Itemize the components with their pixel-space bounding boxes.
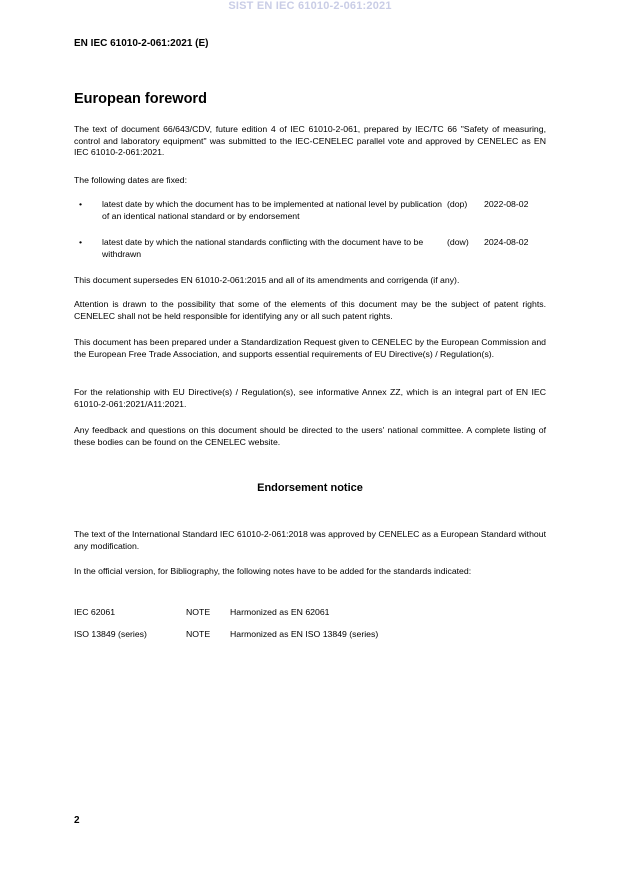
note-keyword-1: NOTE bbox=[186, 607, 211, 617]
date-value-dop: 2022-08-02 bbox=[484, 199, 529, 209]
foreword-intro: The text of document 66/643/CDV, future edition 4 of IEC 61010-2-061, prepared by IEC/TC 66 "Safety of measuring, control and laboratory equipment" was submitted to the IEC-CENELEC parallel vote and approved by CENELEC as EN IEC 61010-2-061:2021. bbox=[74, 124, 546, 158]
bullet-dop: • bbox=[79, 199, 83, 209]
foreword-title: European foreword bbox=[74, 91, 207, 107]
supersedes-paragraph: This document supersedes EN 61010-2-061:2015 and all of its amendments and corrigenda (if any). bbox=[74, 275, 460, 285]
note-text-1: Harmonized as EN 62061 bbox=[230, 607, 330, 617]
dates-intro: The following dates are fixed: bbox=[74, 175, 188, 185]
note-keyword-2: NOTE bbox=[186, 629, 211, 639]
date-code-dop: (dop) bbox=[447, 199, 468, 209]
relationship-paragraph: For the relationship with EU Directive(s) / Regulation(s), see informative Annex ZZ, which is an integral part of EN IEC 61010-2-061:2021/A11:2021. bbox=[74, 387, 546, 409]
date-text-dop: latest date by which the document has to be implemented at national level by publication of an identical national standard or by endorsement bbox=[102, 199, 442, 221]
request-paragraph: This document has been prepared under a Standardization Request given to CENELEC by the European Commission and the European Free Trade Association, and supports essential requirements of EU Directive(s) / Regulation(s). bbox=[74, 337, 546, 359]
endorsement-title: Endorsement notice bbox=[257, 482, 363, 494]
note-standard-2: ISO 13849 (series) bbox=[74, 629, 147, 639]
bullet-dow: • bbox=[79, 237, 83, 247]
document-header: EN IEC 61010-2-061:2021 (E) bbox=[74, 38, 209, 49]
date-text-dow: latest date by which the national standards conflicting with the document have to be withdrawn bbox=[102, 237, 424, 259]
date-value-dow: 2024-08-02 bbox=[484, 237, 529, 247]
note-standard-1: IEC 62061 bbox=[74, 607, 116, 617]
watermark: SIST EN IEC 61010-2-061:2021 bbox=[228, 0, 392, 12]
date-code-dow: (dow) bbox=[447, 237, 469, 247]
patent-paragraph: Attention is drawn to the possibility that some of the elements of this document may be the subject of patent rights. CENELEC shall not be held responsible for identifying any or all such patent rights. bbox=[74, 299, 546, 321]
page-number: 2 bbox=[74, 815, 80, 826]
feedback-paragraph: Any feedback and questions on this document should be directed to the users' national committee. A complete listing of these bodies can be found on the CENELEC website. bbox=[74, 425, 546, 447]
notes-intro: In the official version, for Bibliography, the following notes have to be added for the standards indicated: bbox=[74, 566, 472, 576]
endorsement-approval: The text of the International Standard IEC 61010-2-061:2018 was approved by CENELEC as a European Standard without any modification. bbox=[74, 529, 546, 551]
note-text-2: Harmonized as EN ISO 13849 (series) bbox=[230, 629, 379, 639]
